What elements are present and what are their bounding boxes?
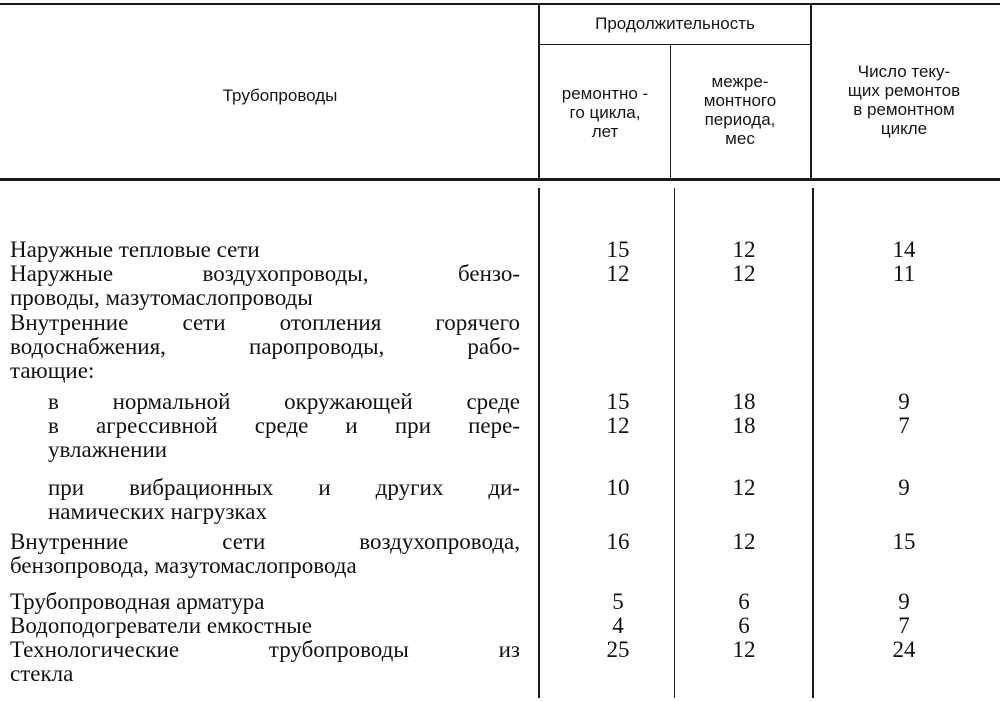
- cell-repair-cycle: 15: [606, 389, 630, 414]
- cell-repair-cycle: 15: [606, 237, 630, 262]
- cell-current-repairs: 7: [898, 413, 910, 438]
- row-label: Внутренние сети воздухопровода, бензопровода, мазутомаслопровода: [10, 529, 520, 578]
- cell-interrepair-period: 12: [732, 529, 756, 554]
- cell-repair-cycle: 25: [606, 637, 630, 662]
- top-rule: [0, 3, 1000, 5]
- cell-repair-cycle: 4: [612, 613, 624, 638]
- header-bottom-rule: [0, 178, 1000, 181]
- header-interrepair-period: межре- монтного периода, мес: [703, 72, 777, 148]
- cell-repair-cycle: 12: [606, 413, 630, 438]
- cell-interrepair-period: 6: [738, 613, 750, 638]
- header-repair-cycle: ремонтно - го цикла, лет: [561, 84, 649, 141]
- cell-interrepair-period: 6: [738, 589, 750, 614]
- header-pipelines: Трубопроводы: [222, 86, 338, 105]
- body-col-divider-1: [538, 188, 540, 698]
- body-col-divider-3: [812, 188, 814, 698]
- duration-group-rule: [538, 44, 810, 45]
- row-label: Водоподогреватели емкостные: [10, 613, 312, 638]
- cell-interrepair-period: 12: [732, 237, 756, 262]
- cell-interrepair-period: 18: [732, 413, 756, 438]
- cell-current-repairs: 7: [898, 613, 910, 638]
- header-current-repairs: Число теку- щих ремонтов в ремонтном цикле: [847, 62, 961, 138]
- cell-repair-cycle: 5: [612, 589, 624, 614]
- cell-interrepair-period: 18: [732, 389, 756, 414]
- row-label: при вибрационных и других ди- намических нагрузках: [48, 475, 520, 524]
- row-label: Наружные тепловые сети: [10, 237, 260, 262]
- cell-current-repairs: 15: [892, 529, 916, 554]
- cell-current-repairs: 14: [892, 237, 916, 262]
- cell-interrepair-period: 12: [732, 637, 756, 662]
- cell-repair-cycle: 12: [606, 261, 630, 286]
- header-duration-group: Продолжительность: [595, 14, 755, 33]
- cell-repair-cycle: 16: [606, 529, 630, 554]
- row-label: в нормальной окружающей среде: [48, 389, 520, 414]
- row-label: Наружные воздухопроводы, бензо- проводы, мазутомаслопроводы: [10, 261, 520, 310]
- header-col-divider-2: [670, 44, 671, 178]
- cell-interrepair-period: 12: [732, 261, 756, 286]
- cell-current-repairs: 9: [898, 389, 910, 414]
- cell-current-repairs: 24: [892, 637, 916, 662]
- cell-current-repairs: 11: [892, 261, 916, 286]
- header-col-divider-3: [810, 4, 812, 178]
- cell-current-repairs: 9: [898, 589, 910, 614]
- cell-repair-cycle: 10: [606, 475, 630, 500]
- row-label: Внутренние сети отопления горячего водоснабжения, паропроводы, рабо- тающие:: [10, 310, 520, 383]
- cell-current-repairs: 9: [898, 475, 910, 500]
- row-label: в агрессивной среде и при пере- увлажнении: [48, 413, 520, 462]
- row-label: Трубопроводная арматура: [10, 589, 265, 614]
- cell-interrepair-period: 12: [732, 475, 756, 500]
- row-label: Технологические трубопроводы из стекла: [10, 637, 520, 686]
